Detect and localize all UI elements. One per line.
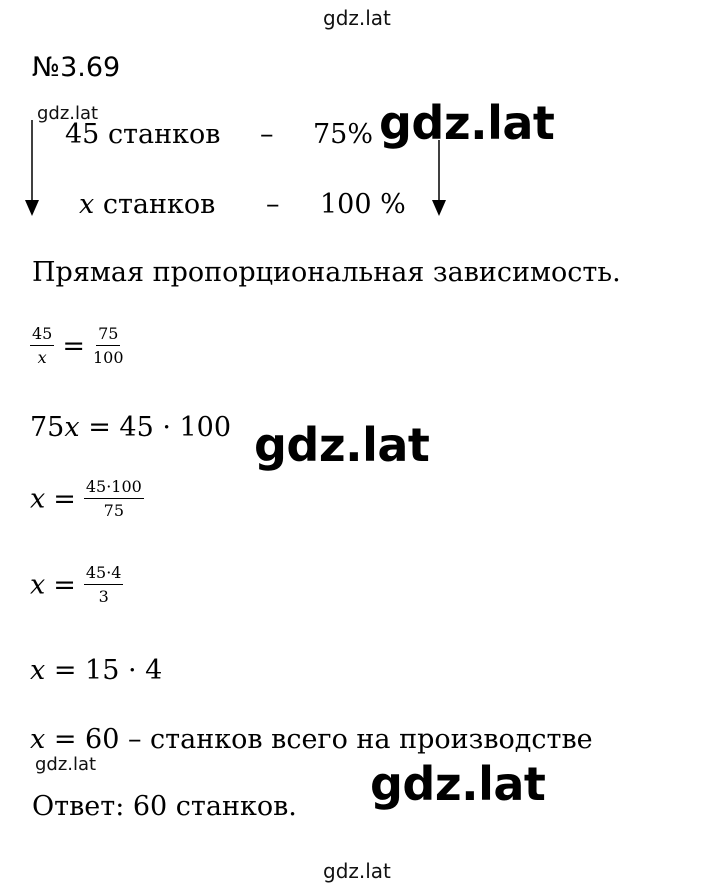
equation-step-1: $\frac{45}{x}$ = $\frac{75}{100}$ — [32, 324, 124, 367]
row2-var: x — [79, 189, 95, 220]
watermark-small: gdz.lat — [37, 103, 99, 124]
watermark-large: gdz.lat — [370, 757, 546, 811]
row2-dash: – — [266, 189, 280, 220]
row1-dash: – — [260, 119, 274, 150]
row1-left: 45 станков — [65, 119, 221, 150]
watermark-small: gdz.lat — [35, 754, 97, 775]
watermark-bottom: gdz.lat — [323, 859, 391, 883]
left-down-arrow-icon — [22, 120, 42, 220]
answer-text: Ответ: 60 станков. — [32, 791, 297, 822]
fraction: $\frac{45\cdot 100}{75}$ — [85, 477, 142, 520]
equation-step-3: x = $\frac{45\cdot 100}{75}$ — [30, 477, 142, 520]
problem-number: №3.69 — [32, 52, 121, 83]
fraction: $\frac{45\cdot 4}{3}$ — [85, 563, 122, 606]
proportion-row-1 — [65, 119, 220, 150]
watermark-top: gdz.lat — [323, 6, 391, 30]
row2-right: 100 % — [320, 189, 406, 220]
equation-step-5: x = 15 · 4 — [30, 655, 163, 686]
statement-text: Прямая пропорциональная зависимость. — [32, 257, 621, 288]
equation-step-6: x = 60 – станков всего на производстве — [30, 724, 593, 754]
row2-left: станков — [102, 189, 216, 220]
fraction: $\frac{75}{100}$ — [92, 324, 124, 367]
row1-right: 75% — [313, 119, 374, 150]
proportion-row-2 — [79, 189, 215, 220]
equation-step-4: x = $\frac{45\cdot 4}{3}$ — [30, 563, 122, 606]
fraction: $\frac{45}{x}$ — [32, 324, 53, 367]
equation-step-2: 75x = 45 · 100 — [30, 412, 232, 443]
watermark-large: gdz.lat — [379, 96, 555, 150]
right-down-arrow-icon — [429, 140, 449, 220]
watermark-large: gdz.lat — [254, 418, 430, 472]
